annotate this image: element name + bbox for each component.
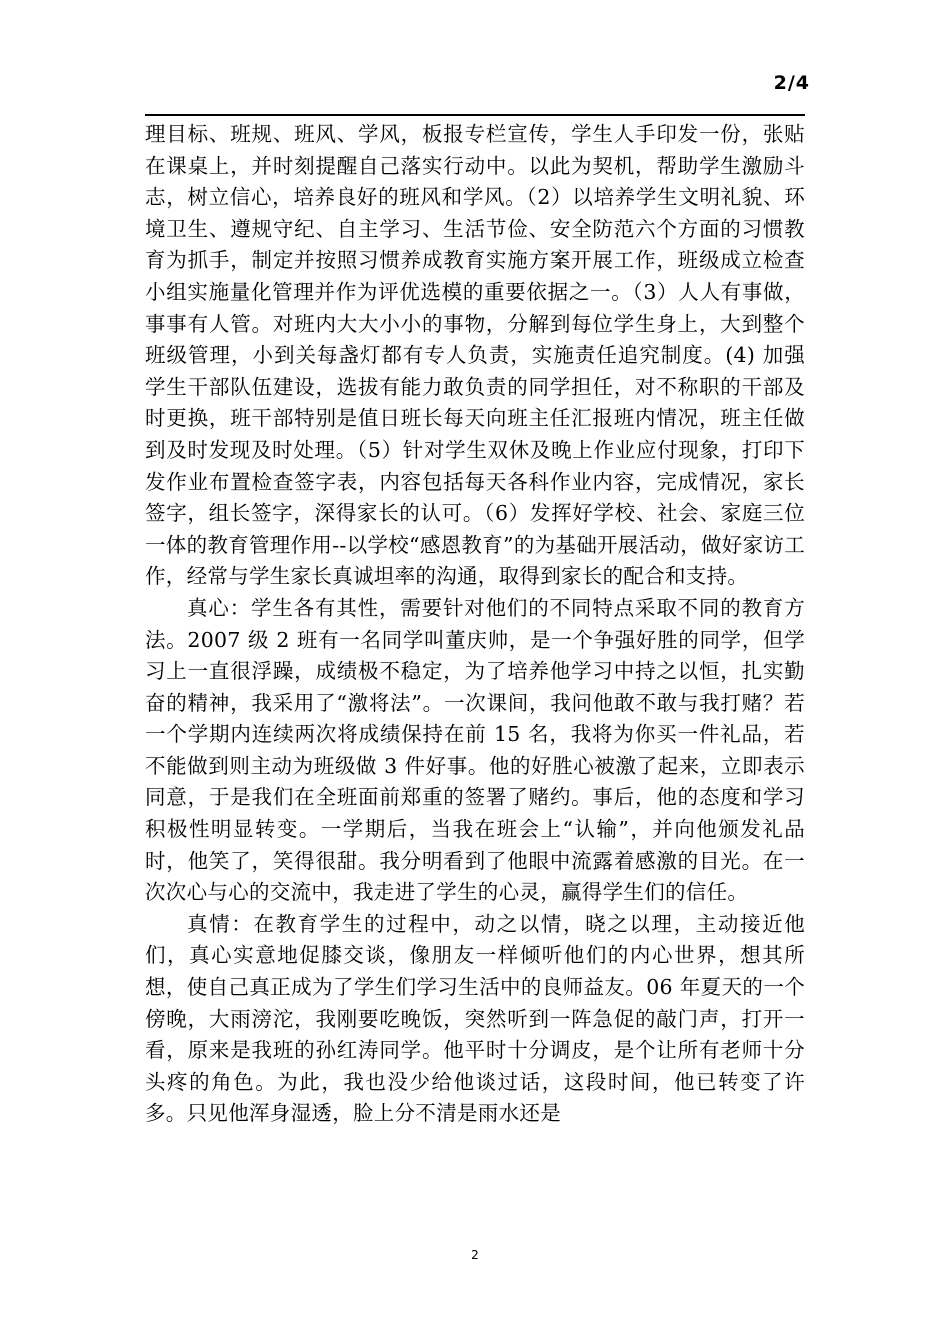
paragraph-zhenxin: 真心：学生各有其性，需要针对他们的不同特点采取不同的教育方法。2007 级 2 班有一名同学叫董庆帅，是一个争强好胜的同学，但学习上一直很浮躁，成绩极不稳定，为了培养他学习中持之以恒，扎实勤奋的精神，我采用了“激将法”。一次课间，我问他敢不敢与我打赌？若一个学期内连续两次将成绩保持在前 15 名，我将为你买一件礼品，若不能做到则主动为班级做 3 件好事。他的好胜心被激了起来，立即表示同意，于是我们在全班面前郑重的签署了赌约。事后，他的态度和学习积极性明显转变。一学期后，当我在班会上“认输”，并向他颁发礼品时，他笑了，笑得很甜。我分明看到了他眼中流露着感激的目光。在一次次心与心的交流中，我走进了学生的心灵，赢得学生们的信任。 [145,595,805,905]
header-divider [145,114,805,116]
paragraph-continued: 理目标、班规、班风、学风，板报专栏宣传，学生人手印发一份，张贴在课桌上，并时刻提醒自己落实行动中。以此为契机，帮助学生激励斗志，树立信心，培养良好的班风和学风。（2）以培养学生文明礼貌、环境卫生、遵规守纪、自主学习、生活节俭、安全防范六个方面的习惯教育为抓手，制定并按照习惯养成教育实施方案开展工作，班级成立检查小组实施量化管理并作为评优选模的重要依据之一。（3）人人有事做，事事有人管。对班内大大小小的事物，分解到每位学生身上，大到整个班级管理，小到关每盏灯都有专人负责，实施责任追究制度。(4) 加强学生干部队伍建设，选拔有能力敢负责的同学担任，对不称职的干部及时更换，班干部特别是值日班长每天向班主任汇报班内情况，班主任做到及时发现及时处理。（5）针对学生双休及晚上作业应付现象，打印下发作业布置检查签字表，内容包括每天各科作业内容，完成情况，家长签字，组长签字，深得家长的认可。（6）发挥好学校、社会、家庭三位一体的教育管理作用--以学校“感恩教育”的为基础开展活动，做好家访工作，经常与学生家长真诚坦率的沟通，取得到家长的配合和支持。 [145,122,806,589]
page-counter: 2/4 [773,72,810,94]
footer-page-number: 2 [471,1248,479,1262]
paragraph-zhenqing: 真情：在教育学生的过程中，动之以情，晓之以理，主动接近他们，真心实意地促膝交谈，像朋友一样倾听他们的内心世界，想其所想，使自己真正成为了学生们学习生活中的良师益友。06 年夏天的一个傍晚，大雨滂沱，我刚要吃晚饭，突然听到一阵急促的敲门声，打开一看，原来是我班的孙红涛同学。他平时十分调皮，是个让所有老师十分头疼的角色。为此，我也没少给他谈过话，这段时间，他已转变了许多。只见他浑身湿透，脸上分不清是雨水还是 [145,911,805,1126]
document-body [145,119,805,1130]
